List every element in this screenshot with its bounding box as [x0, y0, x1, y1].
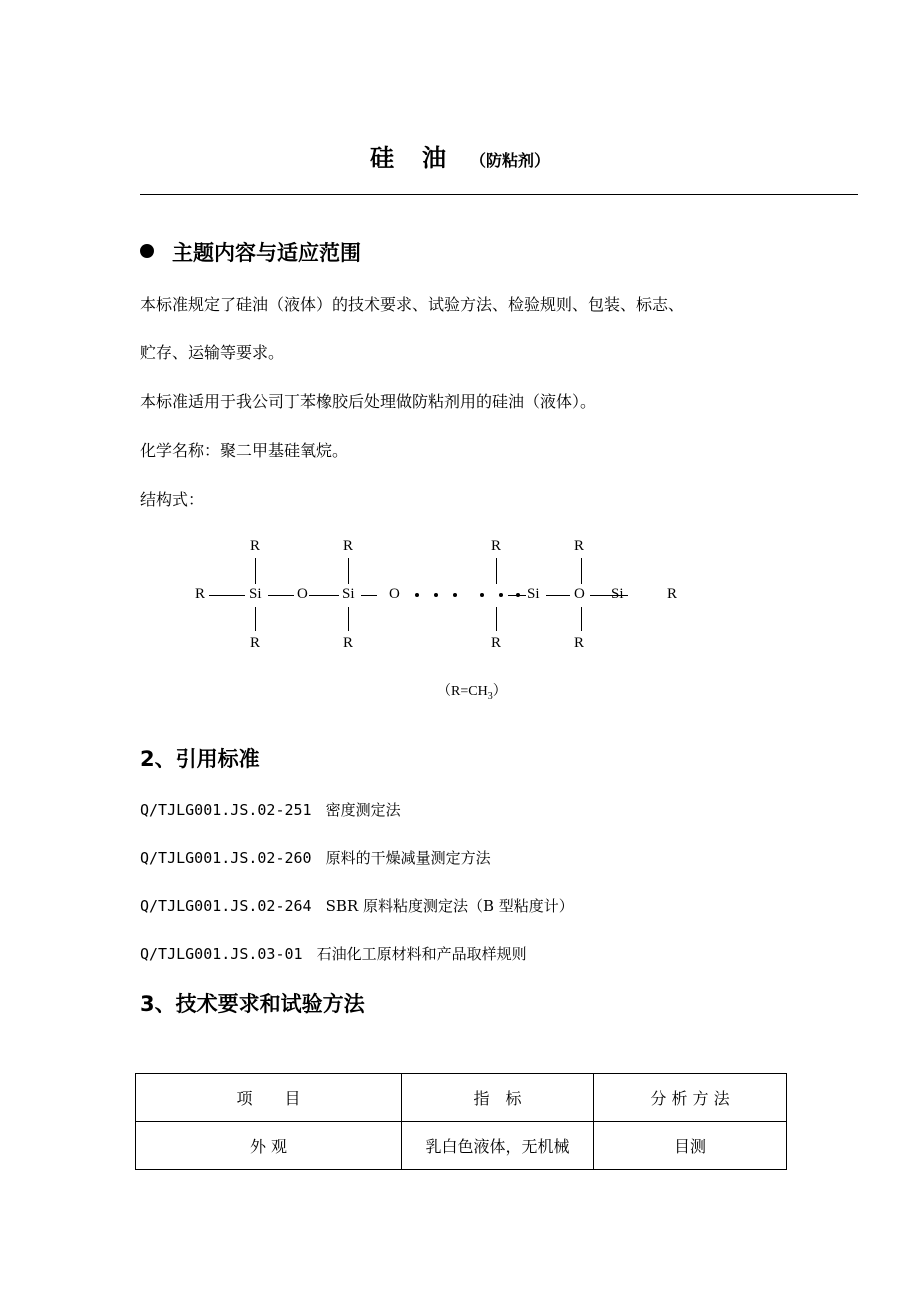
formula-r: R [491, 538, 502, 554]
formula-r: R [250, 635, 261, 651]
bond-line [581, 558, 582, 584]
formula-r: R [667, 586, 678, 602]
section1-line: 本标准规定了硅油（液体）的技术要求、试验方法、检验规则、包装、标志、 [140, 295, 685, 314]
section2-heading: 2、引用标准 [140, 747, 260, 771]
formula-r: R [343, 538, 354, 554]
table-header-cell: 项 目 [136, 1074, 402, 1122]
bond-line [268, 595, 294, 596]
table-cell: 外 观 [136, 1122, 402, 1170]
table-row [136, 1122, 787, 1170]
formula-note-sub: 3 [487, 690, 493, 702]
bond-line [496, 607, 497, 631]
section3-heading: 3、技术要求和试验方法 [140, 992, 365, 1016]
reference-name: 石油化工原材料和产品取样规则 [316, 945, 527, 963]
reference-code: Q/TJLG001.JS.02-251 [140, 801, 312, 819]
reference-name: SBR 原料粘度测定法（B 型粘度计） [325, 897, 574, 915]
bond-line [581, 607, 582, 631]
formula-r: R [195, 586, 206, 602]
formula-si: Si [527, 586, 540, 602]
formula-r: R [574, 538, 585, 554]
section1-line: 贮存、运输等要求。 [140, 343, 285, 362]
formula-note [437, 680, 507, 702]
formula-note-prefix: （R=CH [437, 684, 488, 699]
reference-item [140, 799, 401, 820]
bond-line [255, 558, 256, 584]
ellipsis-dot [499, 593, 503, 597]
reference-name: 原料的干燥减量测定方法 [325, 849, 491, 867]
bond-line [309, 595, 339, 596]
reference-item [140, 943, 527, 964]
formula-note-suffix: ） [492, 684, 507, 699]
title-divider [140, 194, 858, 195]
ellipsis-dot [434, 593, 438, 597]
bond-line [348, 607, 349, 631]
ellipsis-dot [453, 593, 457, 597]
reference-code: Q/TJLG001.JS.03-01 [140, 945, 303, 963]
ellipsis-dot [480, 593, 484, 597]
bond-line [348, 558, 349, 584]
formula-r: R [343, 635, 354, 651]
bond-line [546, 595, 570, 596]
table-cell: 目测 [594, 1122, 787, 1170]
title-main: 硅 油 [369, 144, 448, 172]
bond-line [496, 558, 497, 584]
reference-item [140, 895, 574, 916]
formula-o: O [574, 586, 585, 602]
section1-line: 结构式： [140, 490, 205, 509]
page-title [0, 138, 920, 173]
table-cell: 乳白色液体，无机械 [402, 1122, 594, 1170]
title-sub: （防粘剂） [469, 151, 550, 170]
table-header-cell: 指 标 [402, 1074, 594, 1122]
bond-line [255, 607, 256, 631]
spec-table [135, 1073, 787, 1170]
bond-line [209, 595, 245, 596]
formula-r: R [491, 635, 502, 651]
reference-code: Q/TJLG001.JS.02-260 [140, 849, 312, 867]
formula-si: Si [249, 586, 262, 602]
bond-line [361, 595, 377, 596]
section1-heading: 主题内容与适应范围 [172, 241, 361, 265]
formula-si: Si [611, 586, 624, 602]
reference-item [140, 847, 491, 868]
reference-code: Q/TJLG001.JS.02-264 [140, 897, 312, 915]
reference-name: 密度测定法 [325, 801, 401, 819]
table-header-row [136, 1074, 787, 1122]
bullet-icon [140, 244, 154, 258]
formula-r: R [250, 538, 261, 554]
table-header-cell: 分 析 方 法 [594, 1074, 787, 1122]
formula-r: R [574, 635, 585, 651]
bond-line [508, 595, 526, 596]
ellipsis-dot [415, 593, 419, 597]
formula-o: O [297, 586, 308, 602]
formula-o: O [389, 586, 400, 602]
section1-line: 本标准适用于我公司丁苯橡胶后处理做防粘剂用的硅油（液体）。 [140, 392, 597, 411]
section1-line: 化学名称：聚二甲基硅氧烷。 [140, 441, 349, 460]
formula-si: Si [342, 586, 355, 602]
